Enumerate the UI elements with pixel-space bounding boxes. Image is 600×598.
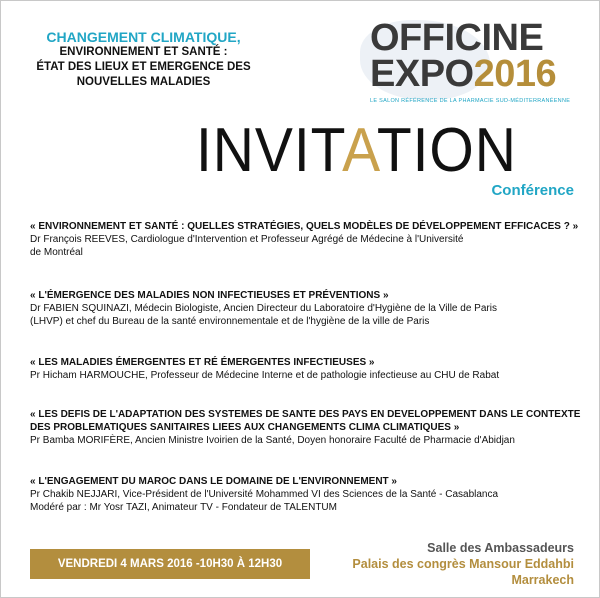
conference-label: Conférence <box>491 182 574 199</box>
talk-speaker-line1: Pr Chakib NEJJARI, Vice-Président de l'Université Mohammed VI des Sciences de la Santé - Casablanca <box>30 489 499 500</box>
venue-room: Salle des Ambassadeurs <box>427 541 574 555</box>
talk-title: « L'ÉMERGENCE DES MALADIES NON INFECTIEUSES ET PRÉVENTIONS » <box>30 290 389 301</box>
venue-palace: Palais des congrès Mansour Eddahbi <box>352 557 574 571</box>
invitation-gold-letter: A <box>342 116 377 185</box>
event-date-banner: VENDREDI 4 MARS 2016 -10H30 À 12H30 <box>30 549 310 579</box>
officine-expo-logo <box>366 14 586 104</box>
talk-item <box>30 220 590 259</box>
talk-title: « LES MALADIES ÉMERGENTES ET RÉ ÉMERGENTES INFECTIEUSES » <box>30 357 375 368</box>
logo-year: 2016 <box>473 53 557 95</box>
venue-city: Marrakech <box>511 573 574 587</box>
invitation-part1: INVIT <box>196 116 343 185</box>
heading-subtitle-line1: ENVIRONNEMENT ET SANTÉ : <box>59 46 228 58</box>
logo-word-officine: OFFICINE <box>370 17 544 59</box>
talk-speaker-line2: (LHVP) et chef du Bureau de la santé environnementale et de l'hygiène de la ville de Paris <box>30 316 430 327</box>
heading-subtitle-line2: ÉTAT DES LIEUX ET EMERGENCE DES <box>36 61 251 73</box>
talk-title: « LES DEFIS DE L'ADAPTATION DES SYSTEMES DE SANTE DES PAYS EN DEVELOPPEMENT DANS LE CONTEXTE <box>30 409 581 420</box>
talk-speaker-line2: de Montréal <box>30 247 83 258</box>
talk-moderator-line: Modéré par : Mr Yosr TAZI, Animateur TV - Fondateur de TALENTUM <box>30 502 337 513</box>
logo-tagline: LE SALON RÉFÉRENCE DE LA PHARMACIE SUD-MÉDITERRANÉENNE <box>370 98 571 104</box>
talk-speaker-line1: Dr FABIEN SQUINAZI, Médecin Biologiste, Ancien Directeur du Laboratoire d'Hygiène de la Ville de Paris <box>30 303 497 314</box>
logo-word-expo <box>370 54 556 94</box>
talk-item <box>30 408 590 447</box>
heading-title: CHANGEMENT CLIMATIQUE, <box>46 29 241 45</box>
talk-title: « L'ENGAGEMENT DU MAROC DANS LE DOMAINE DE L'ENVIRONNEMENT » <box>30 476 397 487</box>
talk-item <box>30 356 590 382</box>
venue-info <box>352 540 574 588</box>
talk-title: « ENVIRONNEMENT ET SANTÉ : QUELLES STRATÉGIES, QUELS MODÈLES DE DÉVELOPPEMENT EFFICACES ? » <box>30 221 579 232</box>
talk-item <box>30 475 590 514</box>
talk-title-line2: DES PROBLEMATIQUES SANITAIRES LIEES AUX CHANGEMENTS CLIMA CLIMATIQUES » <box>30 422 460 433</box>
logo-expo-text: EXPO <box>370 53 474 95</box>
talk-item <box>30 289 590 328</box>
talk-speaker-line1: Dr François REEVES, Cardiologue d'Intervention et Professeur Agrégé de Médecine à l'Université <box>30 234 464 245</box>
invitation-part3: TION <box>376 116 517 185</box>
heading-subtitle-line3: NOUVELLES MALADIES <box>76 76 211 88</box>
talk-speaker-line1: Pr Bamba MORIFÈRE, Ancien Ministre Ivoirien de la Santé, Doyen honoraire Faculté de Pharmacie d'Abidjan <box>30 435 515 446</box>
invitation-title <box>196 116 517 186</box>
event-heading <box>16 30 271 90</box>
talk-speaker-line1: Pr Hicham HARMOUCHE, Professeur de Médecine Interne et de pathologie infectieuse au CHU de Rabat <box>30 370 500 381</box>
